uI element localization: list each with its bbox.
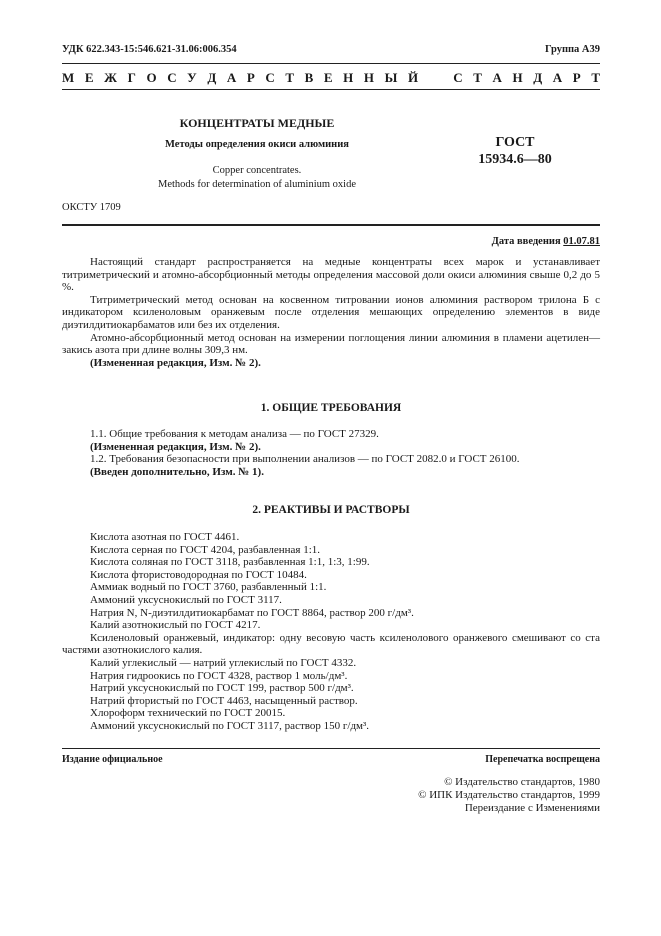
- banner-letter: Г: [127, 70, 136, 85]
- banner-letter: Ы: [384, 70, 398, 85]
- english-title-line1: Copper concentrates.: [212, 165, 302, 176]
- intro-paragraph: Настоящий стандарт распространяется на медные концентраты всех марок и устанавливает титриметрический и атомно-абсорбционный методы определения массовой доли окиси алюминия свыше 0,2 до 5 %.: [62, 256, 600, 294]
- banner-letter: Д: [207, 70, 217, 85]
- gost-number: 15934.6—80: [478, 152, 552, 167]
- standard-banner: [62, 70, 600, 86]
- top-rule: [62, 63, 600, 64]
- english-title-line2: Methods for determination of aluminium oxide: [157, 179, 356, 190]
- intro-text: [62, 256, 600, 369]
- title-block-rule: [62, 224, 600, 226]
- reagent-item: Аммиак водный по ГОСТ 3760, разбавленный 1:1.: [90, 581, 327, 594]
- banner-letter: М: [62, 70, 75, 85]
- reagent-item: Хлороформ технический по ГОСТ 20015.: [90, 707, 286, 720]
- copyright-line: © ИПК Издательство стандартов, 1999: [418, 789, 600, 801]
- banner-letter: О: [146, 70, 157, 85]
- clause-1-1: 1.1. Общие требования к методам анализа — по ГОСТ 27329.: [90, 428, 379, 440]
- intro-amendment-note: (Измененная редакция, Изм. № 2).: [90, 356, 261, 369]
- section-2-title: 2. РЕАКТИВЫ И РАСТВОРЫ: [252, 504, 410, 516]
- banner-letter: С: [167, 70, 177, 85]
- footer-rule: [62, 748, 600, 749]
- banner-rule: [62, 89, 600, 90]
- reagent-item: Натрия гидроокись по ГОСТ 4328, раствор 1 моль/дм³.: [90, 669, 348, 682]
- reagent-item: Натрий уксуснокислый по ГОСТ 199, раствор 500 г/дм³.: [90, 682, 354, 695]
- reagent-item: Ксиленоловый оранжевый, индикатор: одну весовую часть ксиленолового оранжевого смешивают со ста частями азотнокислого калия.: [62, 631, 600, 657]
- official-edition-label: Издание официальное: [62, 754, 163, 765]
- banner-letter: Н: [512, 70, 523, 85]
- banner-letter: Й: [407, 70, 419, 85]
- intro-paragraph: Титриметрический метод основан на косвенном титровании ионов алюминия раствором трилона Б с индикатором ксиленоловым оранжевым после отделения мешающих определению элементов в виде диэтилдитиокарбаматов или без их отделения.: [62, 293, 600, 331]
- banner-letter: Р: [572, 70, 581, 85]
- reagent-item: Аммоний уксуснокислый по ГОСТ 3117, раствор 150 г/дм³.: [90, 719, 370, 732]
- clause-1-2: 1.2. Требования безопасности при выполнении анализов — по ГОСТ 2082.0 и ГОСТ 26100.: [90, 453, 520, 466]
- banner-letter: С: [453, 70, 463, 85]
- reagents-list: [62, 531, 600, 733]
- clause-1-2-note: (Введен дополнительно, Изм. № 1).: [90, 465, 264, 478]
- banner-letter: Р: [246, 70, 255, 85]
- banner-letter: Д: [533, 70, 543, 85]
- okstu-code: ОКСТУ 1709: [62, 202, 121, 213]
- banner-letter: Т: [285, 70, 295, 85]
- banner-letter: А: [226, 70, 237, 85]
- reagent-item: Калий углекислый — натрий углекислый по ГОСТ 4332.: [90, 656, 357, 669]
- section-1-title: 1. ОБЩИЕ ТРЕБОВАНИЯ: [260, 402, 402, 414]
- clause-1-1-note: (Измененная редакция, Изм. № 2).: [90, 440, 261, 453]
- reprint-prohibited-label: Перепечатка воспрещена: [485, 754, 600, 765]
- banner-letter: Е: [323, 70, 333, 85]
- reagent-item: Калий азотнокислый по ГОСТ 4217.: [90, 619, 261, 632]
- banner-letter: Н: [363, 70, 375, 85]
- banner-letter: А: [552, 70, 563, 85]
- udk-code: УДК 622.343-15:546.621-31.06:006.354: [62, 44, 237, 55]
- banner-letter: Ж: [104, 70, 117, 85]
- reagent-item: Кислота соляная по ГОСТ 3118, разбавленная 1:1, 1:3, 1:99.: [90, 556, 370, 569]
- gost-label: ГОСТ: [495, 135, 535, 150]
- banner-word-gap: [429, 70, 443, 86]
- reissue-note: Переиздание с Изменениями: [464, 802, 600, 814]
- introduction-date: [492, 236, 600, 247]
- reagent-item: Натрий фтористый по ГОСТ 4463, насыщенный раствор.: [90, 694, 358, 707]
- banner-letter: С: [265, 70, 275, 85]
- reagent-item: Кислота азотная по ГОСТ 4461.: [90, 531, 240, 543]
- document-title: КОНЦЕНТРАТЫ МЕДНЫЕ: [179, 116, 335, 130]
- banner-letter: В: [304, 70, 314, 85]
- reagent-item: Кислота серная по ГОСТ 4204, разбавленная 1:1.: [90, 543, 321, 556]
- gost-designation: [440, 134, 590, 168]
- banner-letter: У: [187, 70, 197, 85]
- intro-paragraph: Атомно-абсорбционный метод основан на измерении поглощения линии алюминия в пламени ацетилен—закись азота при длине волны 309,3 нм.: [62, 331, 600, 357]
- banner-letter: Н: [343, 70, 354, 85]
- reagent-item: Натрия N, N-диэтилдитиокарбамат по ГОСТ 8864, раствор 200 г/дм³.: [90, 606, 414, 619]
- copyright-block: [418, 776, 600, 815]
- introduction-date-label: Дата введения: [491, 236, 564, 247]
- copyright-line: © Издательство стандартов, 1980: [444, 776, 600, 788]
- banner-letter: А: [492, 70, 502, 85]
- banner-letter: Т: [473, 70, 482, 85]
- document-subtitle: Методы определения окиси алюминия: [165, 139, 349, 150]
- introduction-date-value: 01.07.81: [563, 236, 600, 247]
- english-title: [62, 164, 452, 192]
- banner-letter: Т: [591, 70, 600, 85]
- banner-letter: Е: [84, 70, 94, 85]
- group-code: Группа А39: [544, 44, 600, 55]
- reagent-item: Кислота фтористоводородная по ГОСТ 10484.: [90, 568, 307, 581]
- reagent-item: Аммоний уксуснокислый по ГОСТ 3117.: [90, 593, 282, 606]
- section-1-text: [62, 428, 600, 478]
